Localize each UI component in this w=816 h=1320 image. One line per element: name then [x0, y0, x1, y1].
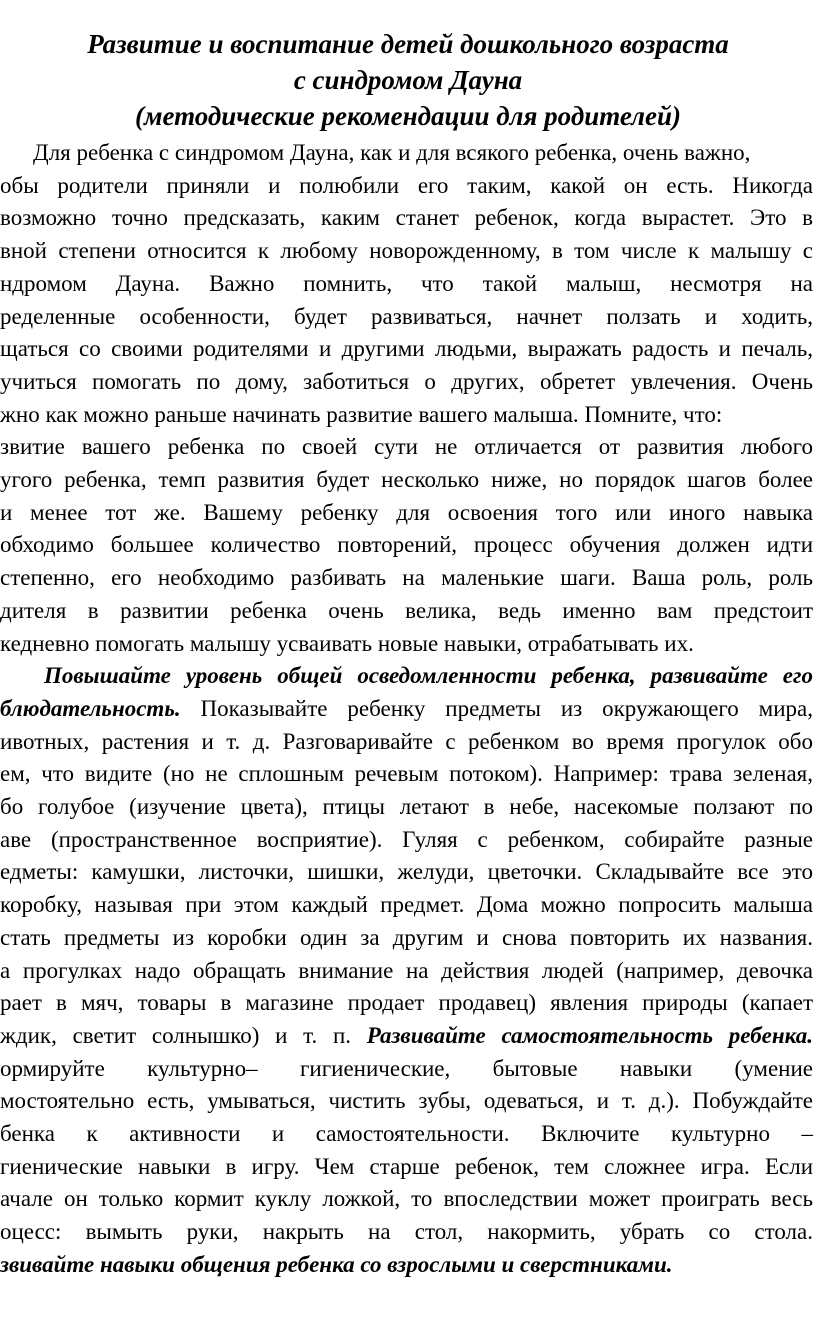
- text-run: учиться помогать по дому, заботиться о других, обретет увлечения. Очень: [0, 369, 813, 394]
- text-run: ждик, светит солнышко) и т. п.: [0, 1023, 367, 1048]
- text-line: [0, 1085, 813, 1117]
- text-run: ндромом Дауна. Важно помнить, что такой малыш, несмотря на: [0, 271, 813, 296]
- text-line: [0, 366, 813, 398]
- text-run: аве (пространственное восприятие). Гуляя с ребенком, собирайте разные: [0, 827, 813, 852]
- text-run: звитие вашего ребенка по своей сути не отличается от развития любого: [0, 434, 813, 459]
- text-run: дителя в развитии ребенка очень велика, ведь именно вам предстоит: [0, 598, 813, 623]
- text-run: обы родители приняли и полюбили его таким, какой он есть. Никогда: [0, 173, 813, 198]
- text-run: вной степени относится к любому новорожденному, в том числе к малышу с: [0, 238, 813, 263]
- text-line: [0, 1118, 813, 1150]
- text-line: [0, 1216, 813, 1248]
- text-run: ивотных, растения и т. д. Разговаривайте с ребенком во время прогулок обо: [0, 729, 813, 754]
- text-line: [0, 202, 813, 234]
- text-run: бенка к активности и самостоятельности. Включите культурно –: [0, 1121, 813, 1146]
- text-line: [0, 922, 813, 954]
- text-line: [0, 464, 813, 496]
- text-line: [0, 955, 813, 987]
- text-line: [0, 529, 813, 561]
- text-run: возможно точно предсказать, каким станет ребенок, когда вырастет. Это в: [0, 205, 813, 230]
- text-line: [0, 170, 813, 202]
- text-line: [44, 660, 813, 692]
- text-run: кедневно помогать малышу усваивать новые навыки, отрабатывать их.: [0, 631, 694, 656]
- text-line: [0, 595, 813, 627]
- text-line: [33, 137, 813, 169]
- text-line: [0, 1151, 813, 1183]
- text-line: [0, 726, 813, 758]
- document-title-line-1: Развитие и воспитание детей дошкольного возраста: [87, 29, 729, 59]
- text-line: [0, 791, 813, 823]
- text-line: [0, 1183, 813, 1215]
- text-run: ределенные особенности, будет развиваться, начнет ползать и ходить,: [0, 304, 813, 329]
- text-run: оцесс: вымыть руки, накрыть на стол, накормить, убрать со стола.: [0, 1219, 813, 1244]
- text-run: ачале он только кормит куклу ложкой, то впоследствии может проиграть весь: [0, 1186, 813, 1211]
- text-run: щаться со своими родителями и другими людьми, выражать радость и печаль,: [0, 336, 813, 361]
- document-title-line-2: с синдромом Дауна: [293, 65, 523, 95]
- text-run: стать предметы из коробки один за другим и снова повторить их названия.: [0, 925, 813, 950]
- text-run: обходимо большее количество повторений, процесс обучения должен идти: [0, 532, 813, 557]
- text-line: [0, 856, 813, 888]
- text-run: и менее тот же. Вашему ребенку для освоения того или иного навыка: [0, 500, 813, 525]
- text-run: рает в мяч, товары в магазине продает продавец) явления природы (капает: [0, 990, 813, 1015]
- text-line: [0, 399, 813, 431]
- text-run: Показывайте ребенку предметы из окружающего мира,: [180, 696, 813, 721]
- text-line: [0, 628, 740, 660]
- emphasis-text: Повышайте уровень общей осведомленности ребенка, развивайте его: [44, 663, 813, 688]
- text-line: [0, 431, 813, 463]
- text-run: а прогулках надо обращать внимание на действия людей (например, девочка: [0, 958, 813, 983]
- text-run: ормируйте культурно– гигиенические, бытовые навыки (умение: [0, 1056, 813, 1081]
- text-run: степенно, его необходимо разбивать на маленькие шаги. Ваша роль, роль: [0, 565, 813, 590]
- text-run: бо голубое (изучение цвета), птицы летают в небе, насекомые ползают по: [0, 794, 813, 819]
- document-title-line-3: (методические рекомендации для родителей): [134, 101, 682, 131]
- text-run: жно как можно раньше начинать развитие вашего малыша. Помните, что:: [0, 402, 723, 427]
- emphasis-text: блюдательность.: [0, 696, 181, 721]
- text-line: [0, 693, 813, 725]
- text-line: [0, 758, 813, 790]
- text-line: [0, 235, 813, 267]
- text-line: [0, 1249, 730, 1281]
- text-run: едметы: камушки, листочки, шишки, желуди, цветочки. Складывайте все это: [0, 859, 813, 884]
- text-line: [0, 562, 813, 594]
- text-run: угого ребенка, темп развития будет несколько ниже, но порядок шагов более: [0, 467, 813, 492]
- text-line: [0, 333, 813, 365]
- text-line: [0, 301, 813, 333]
- text-run: гиенические навыки в игру. Чем старше ребенок, тем сложнее игра. Если: [0, 1154, 813, 1179]
- emphasis-text: Развивайте самостоятельность ребенка.: [366, 1023, 813, 1048]
- text-line: [0, 497, 813, 529]
- text-run: мостоятельно есть, умываться, чистить зубы, одеваться, и т. д.). Побуждайте: [0, 1088, 813, 1113]
- text-line: [0, 824, 813, 856]
- text-line: [0, 268, 813, 300]
- text-line: [0, 1020, 813, 1052]
- text-run: Для ребенка с синдромом Дауна, как и для всякого ребенка, очень важно,: [33, 140, 751, 165]
- text-line: [0, 987, 813, 1019]
- text-line: [0, 889, 813, 921]
- text-run: ем, что видите (но не сплошным речевым потоком). Например: трава зеленая,: [0, 761, 813, 786]
- text-line: [0, 1053, 813, 1085]
- text-run: коробку, называя при этом каждый предмет. Дома можно попросить малыша: [0, 892, 813, 917]
- emphasis-text: звивайте навыки общения ребенка со взрослыми и сверстниками.: [0, 1252, 673, 1277]
